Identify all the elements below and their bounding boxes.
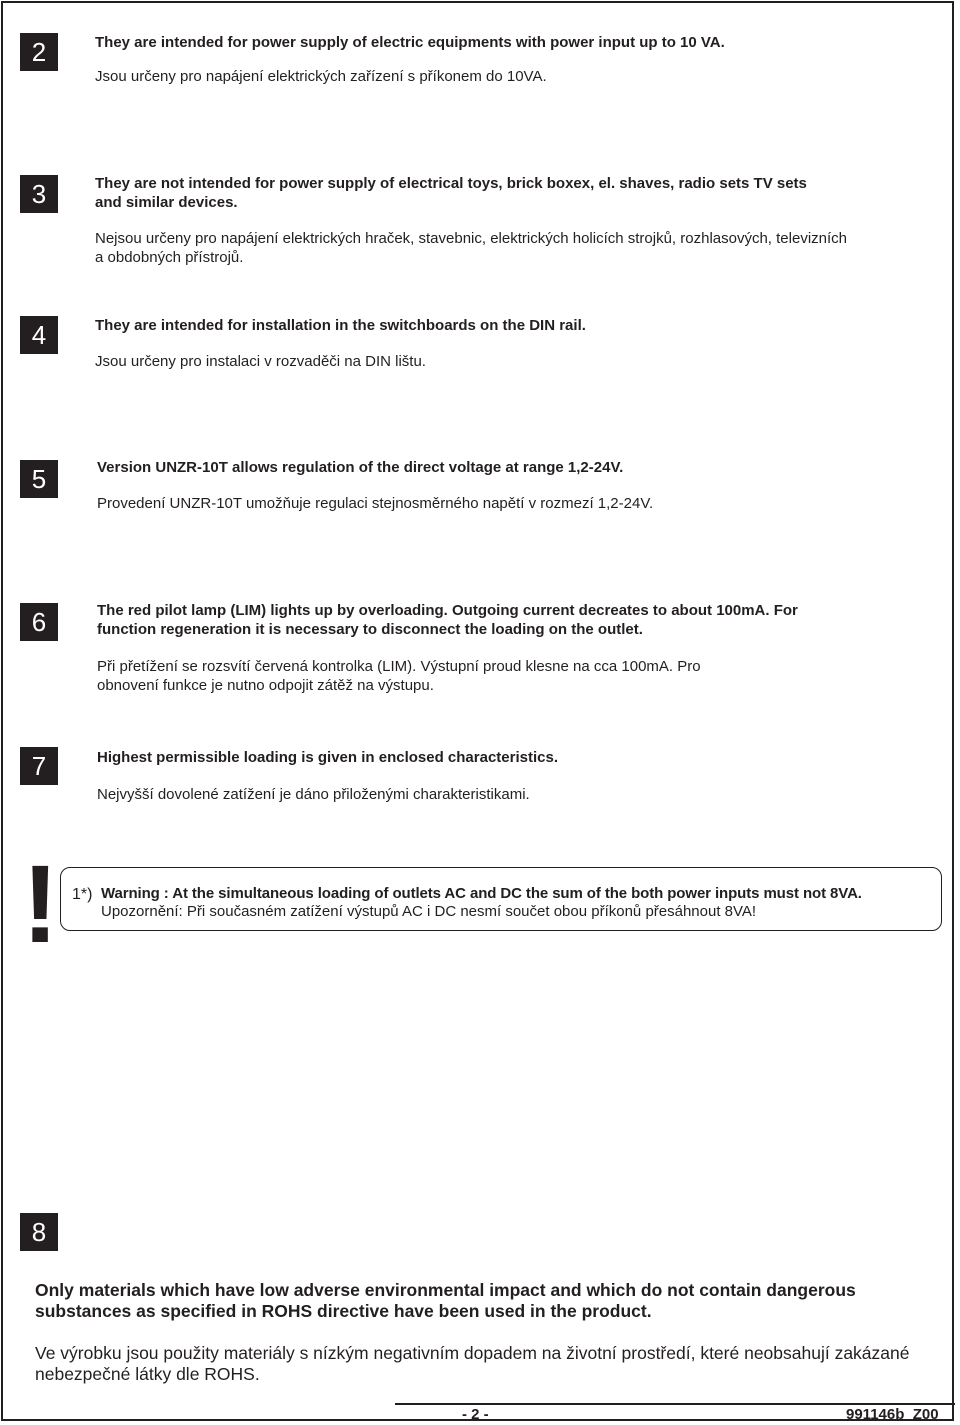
section-number-badge: 2: [20, 33, 58, 71]
section-text-en: They are intended for installation in the switchboards on the DIN rail.: [95, 317, 586, 334]
footer-divider: [395, 1403, 955, 1405]
page-number: - 2 -: [462, 1406, 489, 1423]
section-text-cz: Provedení UNZR-10T umožňuje regulaci stejnosměrného napětí v rozmezí 1,2-24V.: [97, 495, 654, 512]
section-text-en: Version UNZR-10T allows regulation of the direct voltage at range 1,2-24V.: [97, 459, 624, 476]
section-text-cz: Jsou určeny pro napájení elektrických zařízení s příkonem do 10VA.: [95, 68, 547, 85]
section-text-en: The red pilot lamp (LIM) lights up by overloading. Outgoing current decreates to about 100mA. For function regeneration it is necessary to disconnect the loading on the outlet.: [97, 602, 798, 638]
section-text-en: They are not intended for power supply of electrical toys, brick boxex, el. shaves, radio sets TV sets and similar devices.: [95, 175, 807, 211]
section-number-badge: 8: [20, 1213, 58, 1251]
section-text-cz: Nejvyšší dovolené zatížení je dáno přiloženými charakteristikami.: [97, 786, 530, 803]
page-border: [1, 1, 954, 1421]
section-text-en: Only materials which have low adverse environmental impact and which do not contain dangerous substances as specified in ROHS directive have been used in the product.: [35, 1280, 856, 1321]
section-number-badge: 5: [20, 460, 58, 498]
exclamation-warning-icon: !: [22, 843, 59, 966]
document-code: 991146b Z00: [846, 1406, 939, 1423]
section-text-cz: Ve výrobku jsou použity materiály s nízkým negativním dopadem na životní prostředí, které neobsahují zakázané nebezpečné látky dle ROHS.: [35, 1343, 910, 1384]
section-text-cz: Jsou určeny pro instalaci v rozvaděči na DIN lištu.: [95, 353, 426, 370]
warning-text-cz: Upozornění: Při současném zatížení výstupů AC i DC nesmí součet obou příkonů přesáhnout 8VA!: [101, 903, 757, 920]
section-text-cz: Při přetížení se rozsvítí červená kontrolka (LIM). Výstupní proud klesne na cca 100mA. Pro obnovení funkce je nutno odpojit zátěž na výstupu.: [97, 658, 701, 694]
section-text-en: They are intended for power supply of electric equipments with power input up to 10 VA.: [95, 34, 725, 51]
section-number-badge: 6: [20, 603, 58, 641]
footnote-marker: 1*): [72, 886, 93, 903]
warning-text-en: Warning : At the simultaneous loading of outlets AC and DC the sum of the both power inputs must not 8VA.: [101, 885, 862, 902]
section-number-badge: 3: [20, 175, 58, 213]
section-text-en: Highest permissible loading is given in enclosed characteristics.: [97, 749, 558, 766]
section-number-badge: 7: [20, 747, 58, 785]
section-number-badge: 4: [20, 316, 58, 354]
section-text-cz: Nejsou určeny pro napájení elektrických hraček, stavebnic, elektrických holicích strojků, rozhlasových, televizních a obdobných přístrojů.: [95, 230, 848, 266]
